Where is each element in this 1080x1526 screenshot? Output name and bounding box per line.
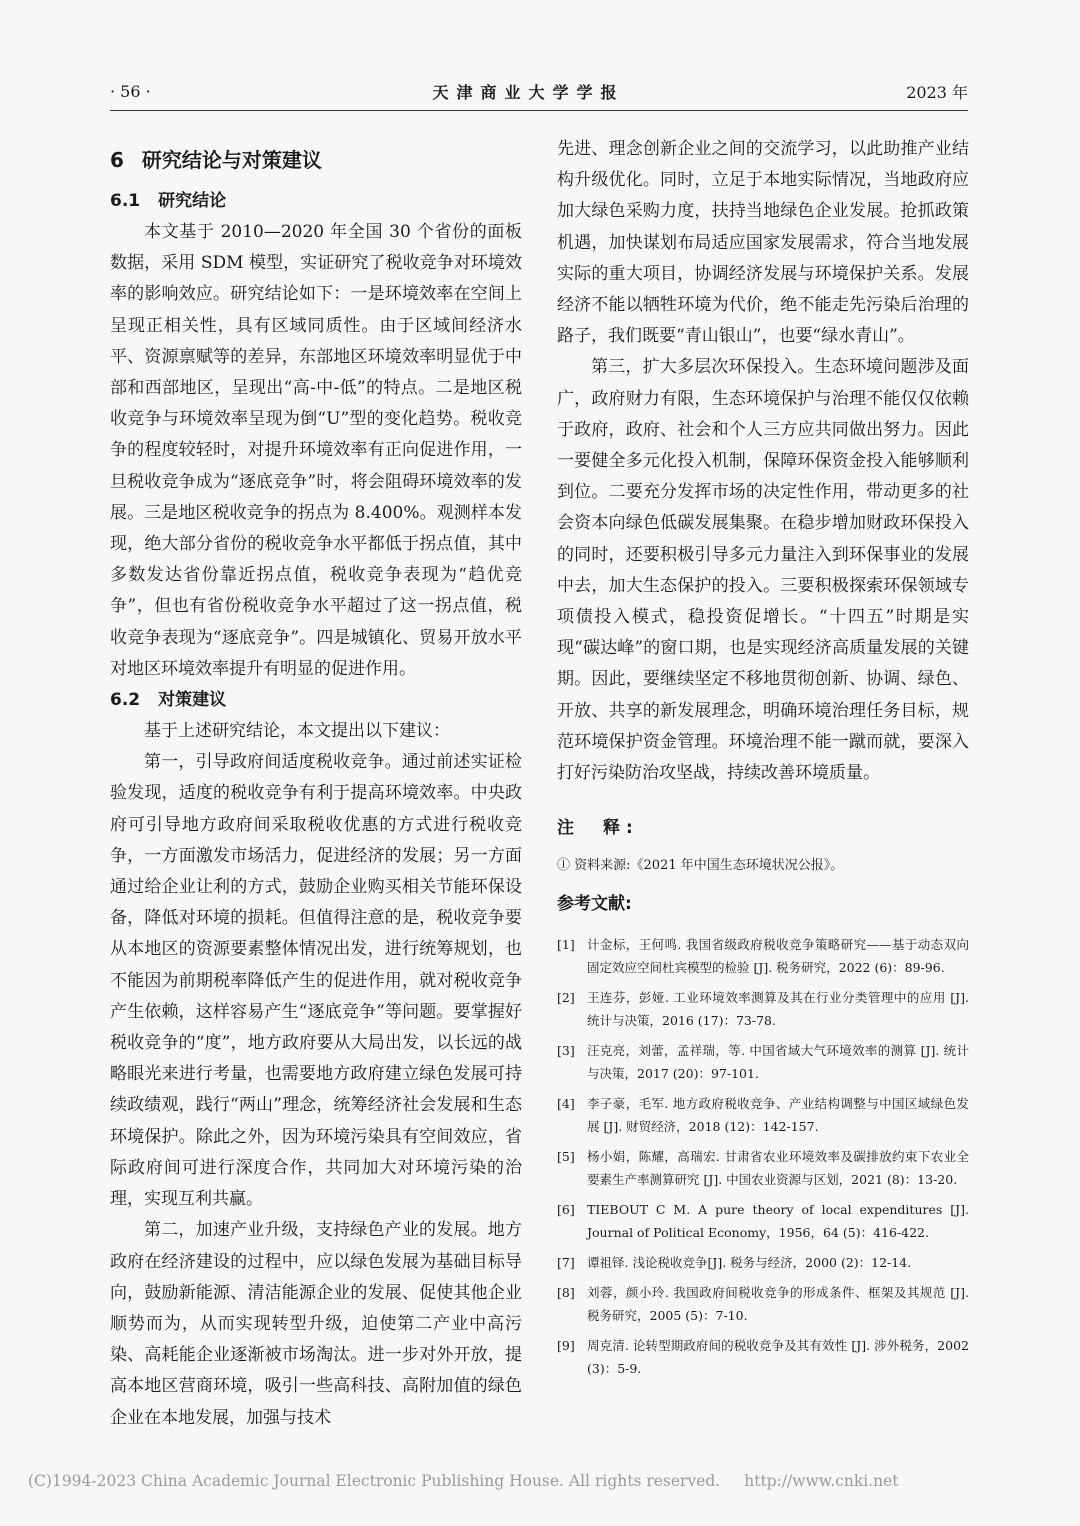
- reference-item: [557, 986, 969, 1032]
- paragraph-second-suggestion: 第二，加速产业升级，支持绿色产业的发展。地方政府在经济建设的过程中，应以绿色发展为基础目标导向，鼓励新能源、清洁能源企业的发展、促使其他企业顺势而为，从而实现转型升级，迫使第二产业中高污染、高耗能企业逐渐被市场淘汰。进一步对外开放，提高本地区营商环境，吸引一些高科技、高附加值的绿色企业在本地发展，加强与技术: [110, 1220, 522, 1428]
- reference-number: [7]: [557, 1255, 575, 1271]
- reference-text: 杨小娟，陈耀，高瑞宏. 甘肃省农业环境效率及碳排放约束下农业全要素生产率测算研究 [J]. 中国农业资源与区划，2021 (8)：13-20.: [587, 1149, 969, 1188]
- reference-text: 周克清. 论转型期政府间的税收竞争及其有效性 [J]. 涉外税务，2002 (3)：5-9.: [587, 1338, 969, 1377]
- subsection-number: 6.2: [110, 690, 141, 711]
- reference-text: 汪克亮，刘蕾，孟祥瑞，等. 中国省域大气环境效率的测算 [J]. 统计与决策，2017 (20)：97-101.: [587, 1043, 969, 1082]
- note-1: ① 资料来源:《2021 年中国生态环境状况公报》。: [557, 858, 844, 874]
- cnki-link[interactable]: http://www.cnki.net: [744, 1472, 899, 1490]
- reference-number: [4]: [557, 1096, 575, 1112]
- reference-text: 王连芬，彭娅. 工业环境效率测算及其在行业分类管理中的应用 [J]. 统计与决策，2016 (17)：73-78.: [587, 990, 969, 1029]
- references-heading: 参考文献:: [557, 894, 632, 915]
- reference-number: [2]: [557, 990, 575, 1006]
- reference-list: [557, 933, 969, 1380]
- reference-text: 谭祖铎. 浅论税收竞争[J]. 税务与经济，2000 (2)：12-14.: [587, 1255, 912, 1271]
- reference-item: [557, 1334, 969, 1380]
- right-column: [557, 134, 969, 1387]
- section-title: 研究结论与对策建议: [141, 148, 322, 172]
- reference-item: [557, 1039, 969, 1085]
- reference-text: 计金标，王何鸣. 我国省级政府税收竞争策略研究——基于动态双向固定效应空间杜宾模型的检验 [J]. 税务研究，2022 (6)：89-96.: [587, 937, 969, 976]
- subsection-title: 对策建议: [158, 690, 227, 711]
- header-year: 2023 年: [906, 82, 968, 102]
- reference-item: [557, 1281, 969, 1327]
- reference-text: TIEBOUT C M. A pure theory of local expenditures [J]. Journal of Political Economy，1956，64 (5)：416-422.: [587, 1202, 969, 1241]
- reference-number: [3]: [557, 1043, 575, 1059]
- reference-item: [557, 933, 969, 979]
- reference-text: 李子豪，毛军. 地方政府税收竞争、产业结构调整与中国区域绿色发展 [J]. 财贸经济，2018 (12)：142-157.: [587, 1096, 969, 1135]
- section-number: 6: [110, 148, 124, 172]
- copyright-footer: [28, 1472, 898, 1490]
- page-number: · 56 ·: [110, 81, 151, 101]
- paragraph-third-suggestion: 第三，扩大多层次环保投入。生态环境问题涉及面广，政府财力有限，生态环境保护与治理不能仅仅依赖于政府，政府、社会和个人三方应共同做出努力。因此一要健全多元化投入机制，保障环保资金投入能够顺利到位。二要充分发挥市场的决定性作用，带动更多的社会资本向绿色低碳发展集聚。在稳步增加财政环保投入的同时，还要积极引导多元力量注入到环保事业的发展中去，加大生态保护的投入。三要积极探索环保领域专项债投入模式，稳投资促增长。“十四五”时期是实现“碳达峰”的窗口期，也是实现经济高质量发展的关键期。因此，要继续坚定不移地贯彻创新、协调、绿色、开放、共享的新发展理念，明确环境治理任务目标，规范环境保护资金管理。环境治理不能一蹴而就，要深入打好污染防治攻坚战，持续改善环境质量。: [557, 357, 969, 784]
- subsection-title: 研究结论: [158, 191, 227, 211]
- section-heading-6: [110, 144, 522, 176]
- reference-item: [557, 1198, 969, 1244]
- reference-text: 刘蓉，颜小玲. 我国政府间税收竞争的形成条件、框架及其规范 [J]. 税务研究，2005 (5)：7-10.: [587, 1285, 969, 1324]
- reference-number: [5]: [557, 1149, 575, 1165]
- paragraph-first-suggestion: 第一，引导政府间适度税收竞争。通过前述实证检验发现，适度的税收竞争有利于提高环境效率。中央政府可引导地方政府间采取税收优惠的方式进行税收竞争，一方面激发市场活力，促进经济的发展；另一方面通过给企业让利的方式，鼓励企业购买相关节能环保设备，降低对环境的损耗。但值得注意的是，税收竞争要从本地区的资源要素整体情况出发，进行统筹规划，也不能因为前期税率降低产生的促进作用，就对税收竞争产生依赖，这样容易产生“逐底竞争”等问题。要掌握好税收竞争的“度”，地方政府要从大局出发，以长远的战略眼光来进行考量，也需要地方政府建立绿色发展可持续政绩观，践行“两山”理念，统筹经济社会发展和生态环境保护。除此之外，因为环境污染具有空间效应，省际政府间可进行深度合作，共同加大对环境污染的治理，实现互利共赢。: [110, 752, 522, 1210]
- subsection-number: 6.1: [110, 191, 141, 211]
- journal-title: 天津商业大学学报: [432, 82, 625, 102]
- copyright-text: (C)1994-2023 China Academic Journal Electronic Publishing House. All rights reserved.: [28, 1472, 721, 1490]
- paragraph-intro: 基于上述研究结论，本文提出以下建议：: [144, 721, 450, 742]
- reference-number: [8]: [557, 1285, 575, 1301]
- left-column: [110, 134, 522, 1434]
- notes-heading: 注 释:: [557, 818, 639, 839]
- running-header: [110, 78, 968, 104]
- reference-item: [557, 1145, 969, 1191]
- paragraph-second-suggestion-continued: 先进、理念创新企业之间的交流学习，以此助推产业结构升级优化。同时，立足于本地实际情况，当地政府应加大绿色采购力度，扶持当地绿色企业发展。抢抓政策机遇，加快谋划布局适应国家发展需求，符合当地发展实际的重大项目，协调经济发展与环境保护关系。发展经济不能以牺牲环境为代价，绝不能走先污染后治理的路子，我们既要“青山银山”，也要“绿水青山”。: [557, 139, 969, 347]
- paragraph-conclusion: 本文基于 2010—2020 年全国 30 个省份的面板数据，采用 SDM 模型，实证研究了税收竞争对环境效率的影响效应。研究结论如下：一是环境效率在空间上呈现正相关性，具有区域同质性。由于区域间经济水平、资源禀赋等的差异，东部地区环境效率明显优于中部和西部地区，呈现出“高-中-低”的特点。二是地区税收竞争与环境效率呈现为倒“U”型的变化趋势。税收竞争的程度较轻时，对提升环境效率有正向促进作用，一旦税收竞争成为“逐底竞争”时，将会阻碍环境效率的发展。三是地区税收竞争的拐点为 8.400%。观测样本发现，绝大部分省份的税收竞争水平都低于拐点值，其中多数发达省份靠近拐点值，税收竞争表现为“趋优竞争”，但也有省份税收竞争水平超过了这一拐点值，税收竞争表现为“逐底竞争”。四是城镇化、贸易开放水平对地区环境效率提升有明显的促进作用。: [110, 222, 522, 679]
- reference-number: [6]: [557, 1202, 575, 1218]
- reference-item: [557, 1251, 969, 1274]
- header-rule: [110, 110, 968, 111]
- subsection-heading-6-2: [110, 685, 522, 716]
- reference-number: [9]: [557, 1338, 575, 1354]
- subsection-heading-6-1: [110, 186, 522, 217]
- reference-number: [1]: [557, 937, 575, 953]
- reference-item: [557, 1092, 969, 1138]
